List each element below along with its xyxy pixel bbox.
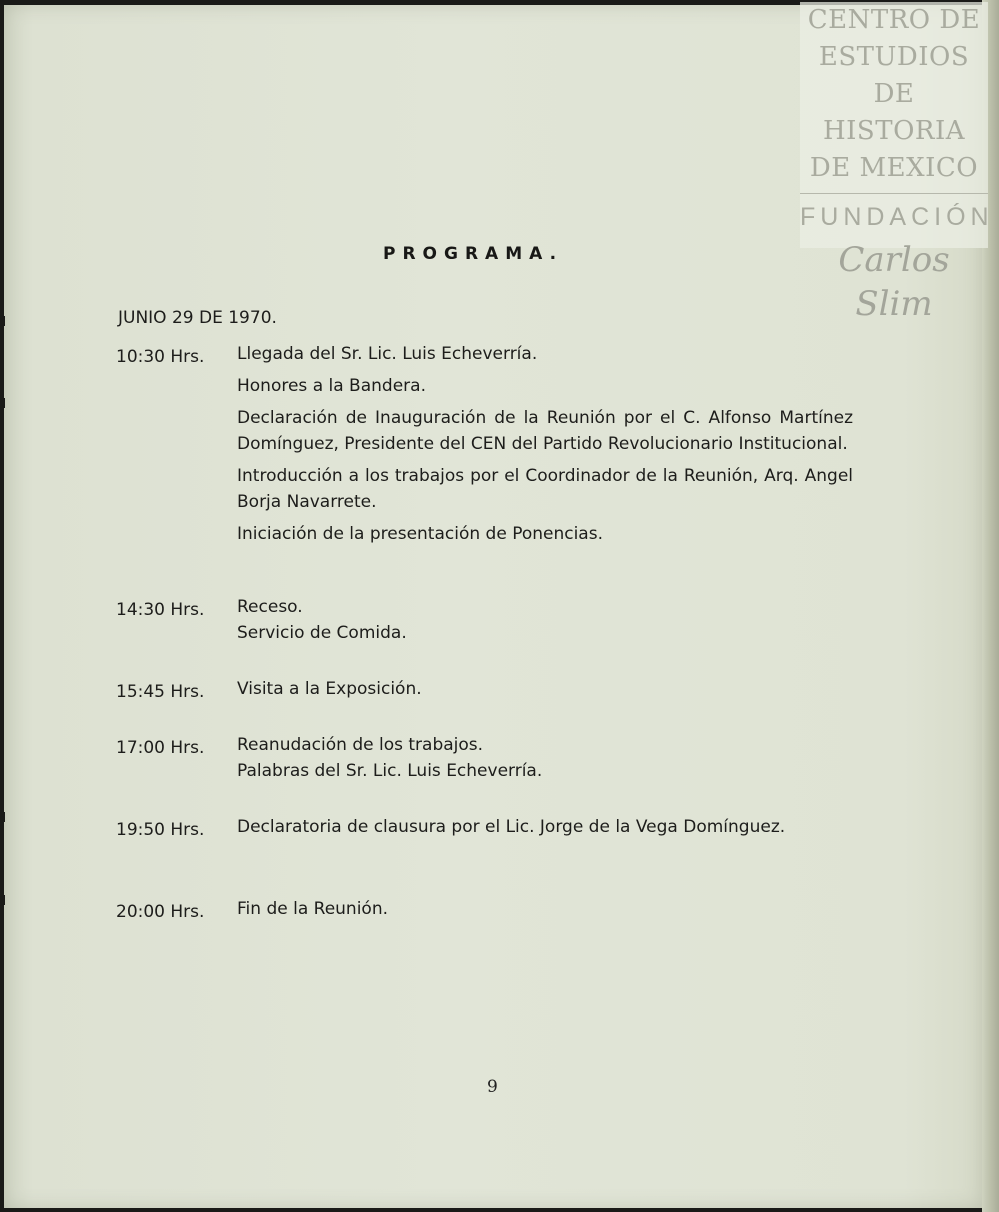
- schedule-time: 14:30 Hrs.: [116, 600, 205, 620]
- schedule-time: 15:45 Hrs.: [116, 682, 205, 702]
- schedule-item: Reanudación de los trabajos.: [237, 735, 484, 755]
- schedule-time: 19:50 Hrs.: [116, 820, 205, 840]
- schedule-time: 17:00 Hrs.: [116, 738, 205, 758]
- schedule-item: Servicio de Comida.: [237, 623, 407, 643]
- schedule-time: 20:00 Hrs.: [116, 902, 205, 922]
- archive-watermark-stamp: [800, 2, 994, 324]
- schedule-item: Declaratoria de clausura por el Lic. Jorge de la Vega Domínguez.: [237, 817, 786, 837]
- binding-mark: [0, 316, 5, 326]
- schedule-item: Palabras del Sr. Lic. Luis Echeverría.: [237, 761, 543, 781]
- document-title: PROGRAMA.: [383, 244, 564, 264]
- binding-mark: [0, 812, 5, 822]
- schedule-item: Declaración de Inauguración de la Reunión por el C. Alfonso Martínez Domínguez, Presidente del CEN del Partido Revolucionario Institucional.: [237, 408, 853, 454]
- page-number: 9: [487, 1077, 498, 1097]
- schedule-item: Iniciación de la presentación de Ponencias.: [237, 524, 603, 544]
- schedule-item: Llegada del Sr. Lic. Luis Echeverría.: [237, 344, 538, 364]
- stamp-line: DE MEXICO: [809, 153, 979, 183]
- schedule-item: Visita a la Exposición.: [237, 679, 422, 699]
- stamp-foundation: FUNDACIÓN: [800, 203, 994, 231]
- schedule-time: 10:30 Hrs.: [116, 347, 205, 367]
- schedule-item: Receso.: [237, 597, 303, 617]
- binding-mark: [0, 895, 5, 905]
- schedule-item: Fin de la Reunión.: [237, 899, 388, 919]
- stamp-signature: Carlos Slim: [838, 240, 950, 324]
- stamp-line: DE HISTORIA: [822, 79, 966, 146]
- schedule-item: Honores a la Bandera.: [237, 376, 426, 396]
- stamp-line: CENTRO DE: [807, 5, 981, 35]
- binding-mark: [0, 398, 5, 408]
- stamp-line: ESTUDIOS: [818, 42, 970, 72]
- document-date: JUNIO 29 DE 1970.: [118, 308, 277, 328]
- stamp-divider: [800, 193, 988, 194]
- schedule-item: Introducción a los trabajos por el Coordinador de la Reunión, Arq. Angel Borja Navarrete.: [237, 466, 853, 512]
